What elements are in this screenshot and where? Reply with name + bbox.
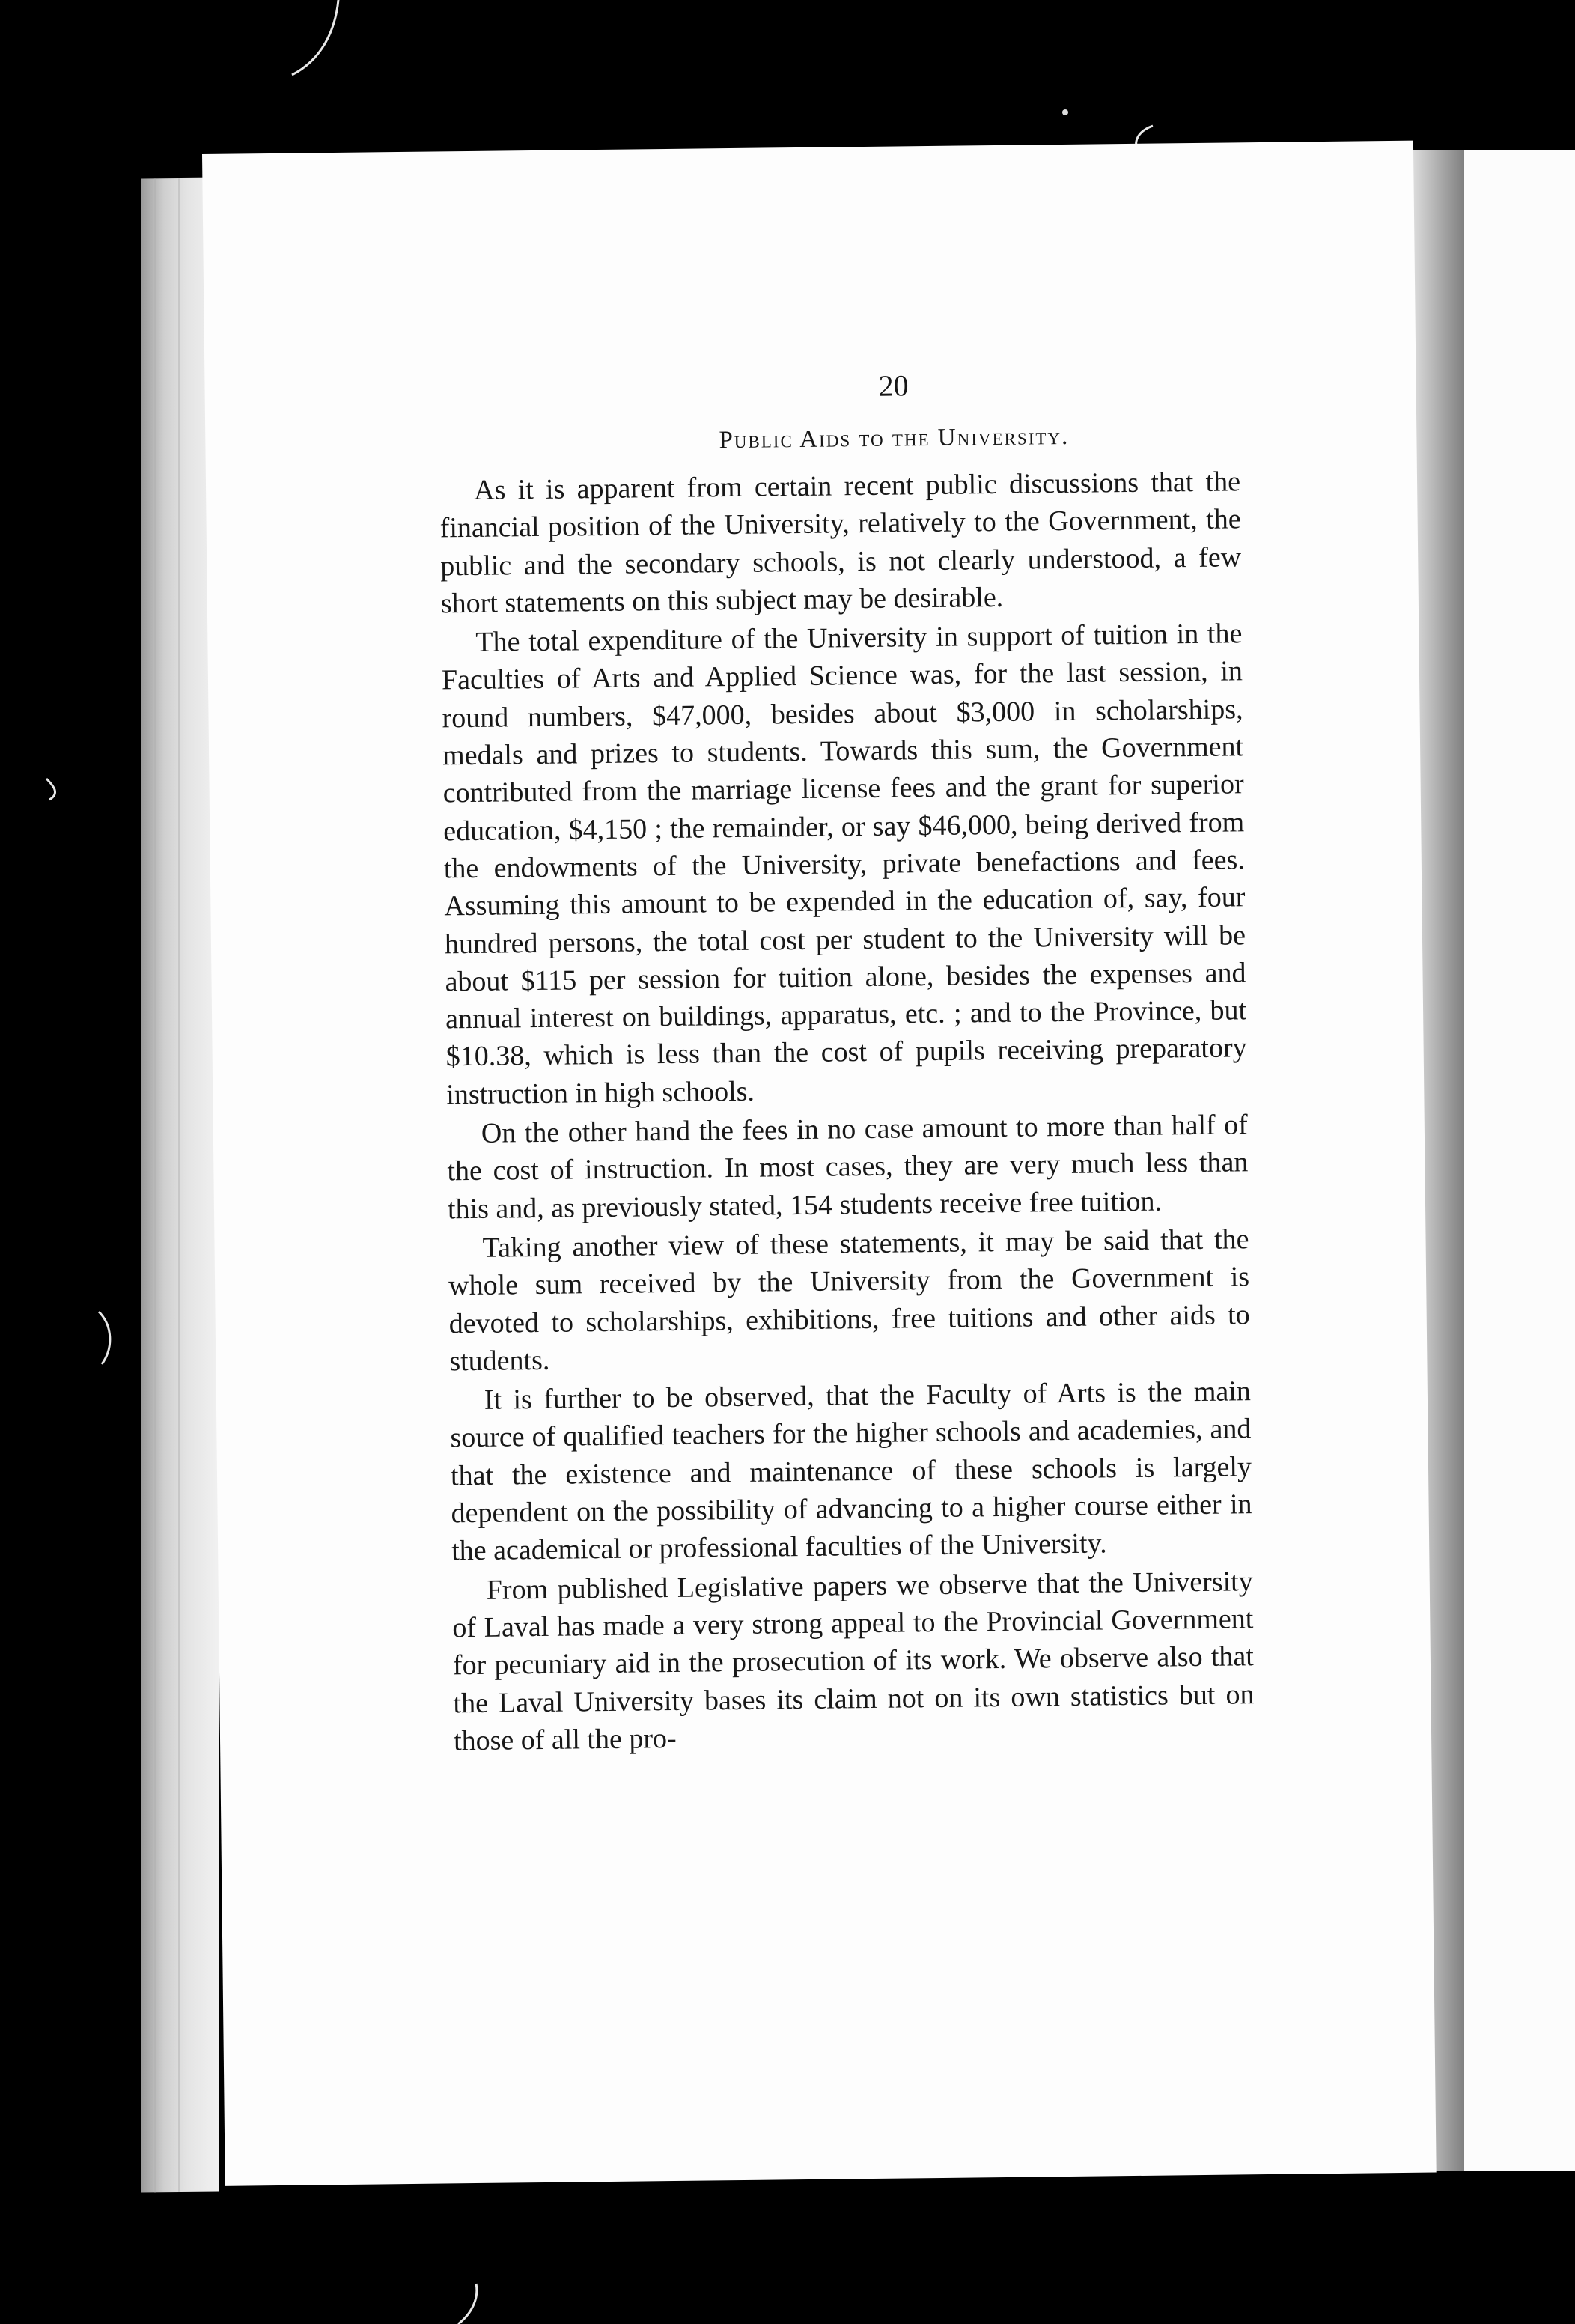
scratch-bottom [458,2284,477,2324]
book-page [202,141,1437,2186]
section-heading: Public Aids to the University. [719,422,1070,454]
paragraph-4: Taking another view of these statements, it may be said that the whole sum received by the University from the Government is devoted to scholarships, exhibitions, free tuitions and other aids to students. [448,1223,1250,1378]
body-text [439,463,1255,1759]
scratch-top-left [292,0,338,75]
scratch-left-mid [99,1312,110,1364]
paragraph-5: It is further to be observed, that the Faculty of Arts is the main source of qualified teachers for the higher schools and academies, and that the existence and maintenance of these schools is largely dependent on the possibility of advancing to a higher course either in the academical or professional faculties of the University. [450,1375,1252,1567]
page-number: 20 [878,368,909,403]
paragraph-6: From published Legislative papers we observe that the University of Laval has made a very strong appeal to the Provincial Government for pecuniary aid in the prosecution of its work. We observe also that the Laval University bases its claim not on its own statistics but on those of all the pro- [452,1565,1255,1757]
scratch-left-upper [46,779,55,800]
paragraph-1: As it is apparent from certain recent public discussions that the financial position of the University, relatively to the Government, the public and the secondary schools, is not clearly understood, a few short statements on this subject may be desirable. [439,466,1242,620]
speck-1 [1062,109,1068,115]
facing-page-edge [1464,150,1575,2171]
paragraph-2: The total expenditure of the University in support of tuition in the Faculties of Arts and Applied Science was, for the last session, in round numbers, $47,000, besides about $3,000 in scholarships, medals and prizes to students. Towards this sum, the Government contributed from the marriage license fees and the grant for superior education, $4,150 ; the remainder, or say $46,000, being derived from the endowments of the University, private benefactions and fees. Assuming this amount to be expended in the education of, say, four hundred persons, the total cost per student to the University will be about $115 per session for tuition alone, besides the expenses and annual interest on buildings, apparatus, etc. ; and to the Province, but $10.38, which is less than the cost of pupils receiving preparatory instruction in high schools. [441,618,1247,1111]
paragraph-3: On the other hand the fees in no case amount to more than half of the cost of instruction. In most cases, they are very much less than this and, as previously stated, 154 students receive free tuition. [447,1109,1249,1226]
